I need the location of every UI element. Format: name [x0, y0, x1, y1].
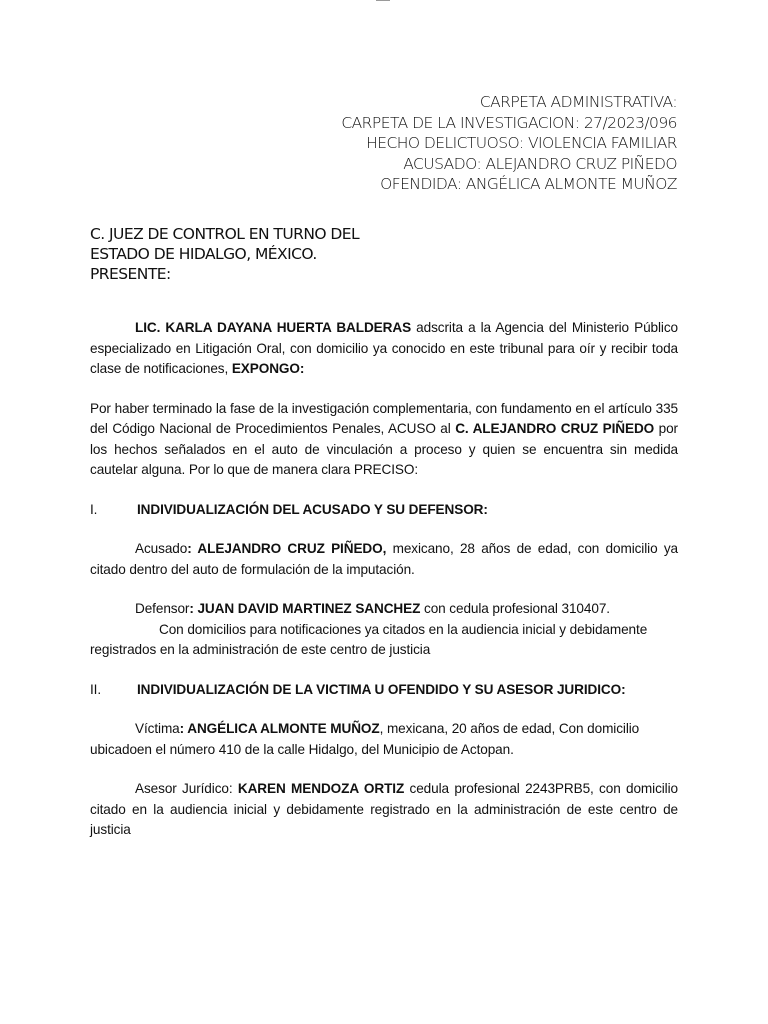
- victim-paragraph: [90, 719, 678, 760]
- advisor-paragraph: [90, 779, 678, 841]
- header-investigation-folder: CARPETA DE LA INVESTIGACION: 27/2023/096: [341, 113, 677, 132]
- header-crime: HECHO DELICTUOSO: VIOLENCIA FAMILIAR: [366, 134, 677, 152]
- accused-label: Acusado: [135, 541, 188, 556]
- header-administrative-folder: CARPETA ADMINISTRATIVA:: [479, 93, 677, 111]
- header-offended: OFENDIDA: ANGÉLICA ALMONTE MUÑOZ: [380, 175, 677, 193]
- header-accused: ACUSADO: ALEJANDRO CRUZ PIÑEDO: [403, 154, 677, 173]
- case-header: [341, 92, 677, 195]
- section-1-title: INDIVIDUALIZACIÓN DEL ACUSADO Y SU DEFENSOR:: [137, 501, 488, 517]
- addressee-judge: C. JUEZ DE CONTROL EN TURNO DEL: [90, 225, 360, 243]
- victim-name: : ANGÉLICA ALMONTE MUÑOZ: [179, 721, 380, 736]
- defender-label: Defensor: [135, 601, 190, 616]
- defender-name: : JUAN DAVID MARTINEZ SANCHEZ: [189, 601, 421, 616]
- accusation-text-1: Por haber terminado la fase de la investigación complementaria, con fundamento en el artículo 335 del Código Nacional de Procedimientos Penales, ACUSO al: [90, 400, 678, 436]
- advisor-label: Asesor Jurídico:: [135, 781, 238, 796]
- accused-text: mexicano, 28 años de edad, con domicilio ya citado dentro del auto de formulación de la imputación.: [90, 541, 678, 577]
- accused-paragraph: [90, 539, 678, 580]
- intro-paragraph: [90, 318, 678, 380]
- intro-text: adscrita a la Agencia del Ministerio Público especializado en Litigación Oral, con domicilio ya conocido en este tribunal para oír y recibir toda clase de notificaciones,: [90, 320, 678, 376]
- victim-label: Víctima: [135, 721, 180, 736]
- victim-text: , mexicana, 20 años de edad, Con domicilio ubicadoen el número 410 de la calle Hidalgo, del Municipio de Actopan.: [90, 721, 640, 757]
- section-1-number: I.: [90, 501, 98, 517]
- document-body: [90, 318, 678, 841]
- defender-domicile: Con domicilios para notificaciones ya citados en la audiencia inicial y debidamente registrados en la administración de este centro de justicia: [90, 621, 648, 657]
- prosecutor-name: LIC. KARLA DAYANA HUERTA BALDERAS: [135, 320, 412, 335]
- accusation-accused-name: C. ALEJANDRO CRUZ PIÑEDO: [455, 421, 655, 436]
- defender-paragraph: [90, 599, 678, 620]
- addressee-state: ESTADO DE HIDALGO, MÉXICO.: [90, 245, 317, 263]
- section-1-heading: [90, 500, 678, 521]
- section-2-number: II.: [90, 681, 102, 697]
- section-2-heading: [90, 680, 678, 701]
- top-divider-mark: [376, 0, 390, 1]
- expongo-word: EXPONGO:: [231, 361, 305, 376]
- addressee-block: [90, 224, 359, 284]
- accusation-text-2: por los hechos señalados en el auto de vinculación a proceso y quien se encuentra sin medida cautelar alguna. Por lo que de manera clara PRECISO:: [90, 421, 678, 477]
- addressee-present: PRESENTE:: [90, 265, 171, 283]
- accused-name: : ALEJANDRO CRUZ PIÑEDO,: [187, 541, 387, 556]
- advisor-text: cedula profesional 2243PRB5, con domicilio citado en la audiencia inicial y debidamente registrado en la administración de este centro de justicia: [90, 781, 678, 837]
- section-2-title: INDIVIDUALIZACIÓN DE LA VICTIMA U OFENDIDO Y SU ASESOR JURIDICO:: [137, 681, 626, 697]
- defender-text: con cedula profesional 310407.: [420, 601, 610, 616]
- accusation-paragraph: [90, 399, 678, 481]
- advisor-name: KAREN MENDOZA ORTIZ: [237, 781, 405, 796]
